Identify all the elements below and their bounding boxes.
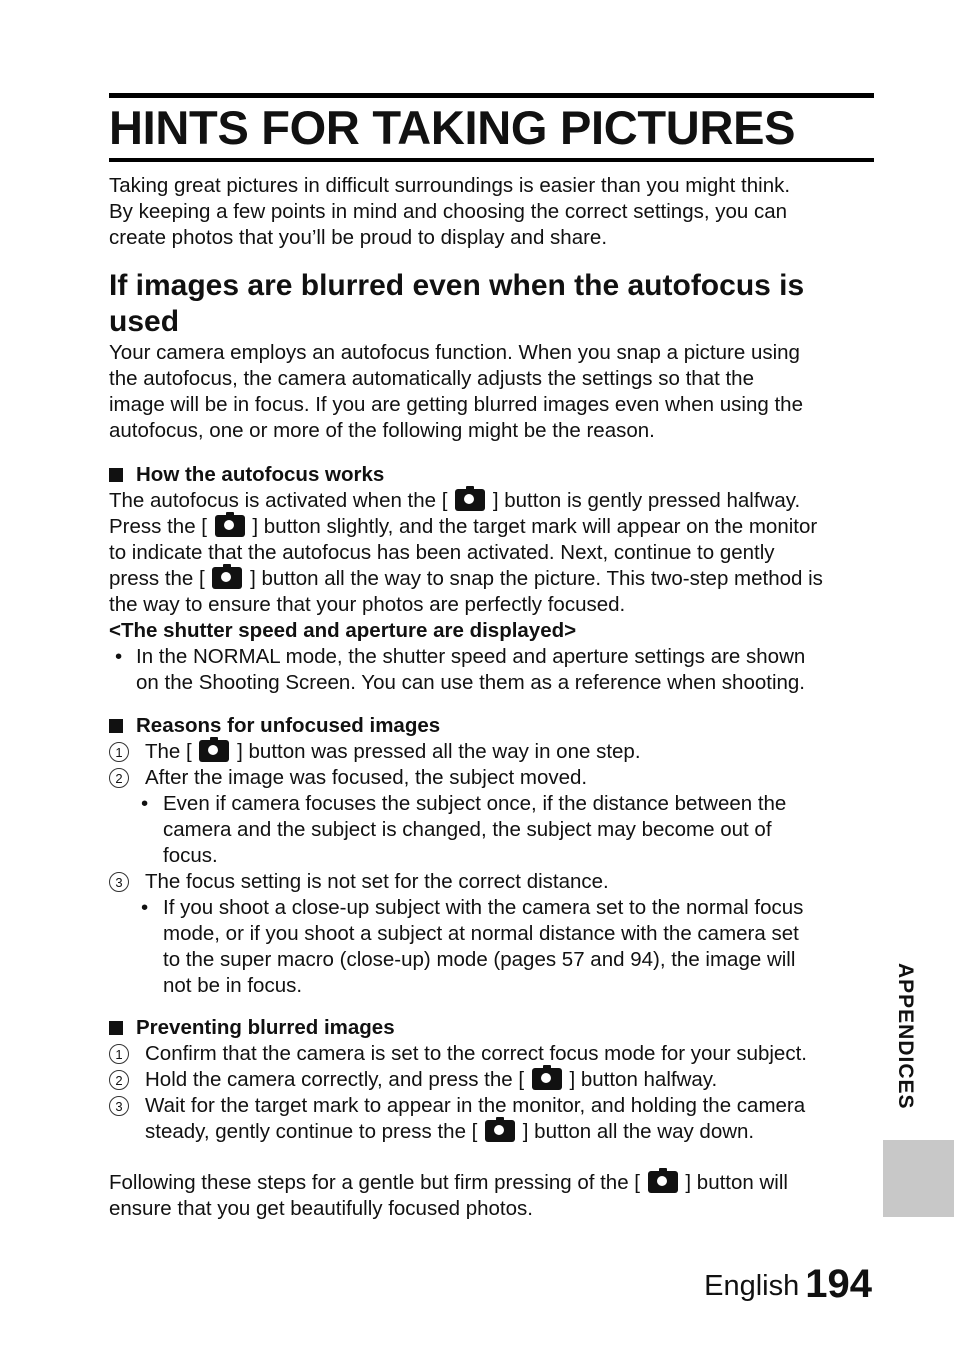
prevent-item xyxy=(109,1041,807,1067)
camera-shutter-icon xyxy=(485,1120,515,1142)
closing-paragraph xyxy=(109,1170,788,1222)
text-span: The [ xyxy=(145,740,192,763)
text-span: ] button all the way to snap the picture. This two-step method is xyxy=(250,567,823,590)
intro-line: By keeping a few points in mind and choosing the correct settings, you can xyxy=(109,200,788,223)
closing-line: ensure that you get beautifully focused photos. xyxy=(109,1197,533,1220)
prevent-text: Wait for the target mark to appear in the monitor, and holding the camera xyxy=(145,1094,806,1117)
reason-sub-item xyxy=(109,895,803,999)
section-body-line: autofocus, one or more of the following might be the reason. xyxy=(109,419,655,442)
camera-shutter-icon xyxy=(648,1171,678,1193)
section-heading-line: If images are blurred even when the autofocus is xyxy=(109,269,805,302)
reasons-heading-text: Reasons for unfocused images xyxy=(136,714,441,737)
camera-shutter-icon xyxy=(215,515,245,537)
text-span: steady, gently continue to press the [ xyxy=(145,1120,478,1143)
how-bullet-item xyxy=(109,644,823,696)
how-heading xyxy=(109,462,823,488)
text-span: Hold the camera correctly, and press the [ xyxy=(145,1068,525,1091)
text-span: ] button is gently pressed halfway. xyxy=(492,489,801,512)
sub-bullet-dot: • xyxy=(141,792,149,815)
reason-text: The focus setting is not set for the correct distance. xyxy=(145,870,609,893)
text-span: ] button was pressed all the way in one step. xyxy=(237,740,641,763)
prevent-item xyxy=(109,1093,807,1145)
intro-line: Taking great pictures in difficult surroundings is easier than you might think. xyxy=(109,174,791,197)
how-heading-text: How the autofocus works xyxy=(136,463,385,486)
prevent-text xyxy=(145,1067,807,1093)
sub-bullet-dot: • xyxy=(141,896,149,919)
preventing-heading xyxy=(109,1015,807,1041)
title-bottom-rule xyxy=(109,158,874,162)
section-heading-line: used xyxy=(109,305,180,338)
reason-sub-line: Even if camera focuses the subject once, if the distance between the xyxy=(163,792,787,815)
circled-number: 2 xyxy=(109,768,129,788)
preventing-blurred xyxy=(109,1015,807,1145)
closing-line xyxy=(109,1170,788,1196)
footer-language: English xyxy=(704,1270,800,1302)
text-span: ] button all the way down. xyxy=(522,1120,755,1143)
how-line: the way to ensure that your photos are perfectly focused. xyxy=(109,593,626,616)
intro-line: create photos that you’ll be proud to display and share. xyxy=(109,226,608,249)
camera-shutter-icon xyxy=(199,740,229,762)
reason-sub-line: If you shoot a close-up subject with the camera set to the normal focus xyxy=(163,896,804,919)
reason-item xyxy=(109,765,803,791)
text-span: Following these steps for a gentle but firm pressing of the [ xyxy=(109,1171,640,1194)
prevent-item xyxy=(109,1067,807,1093)
camera-shutter-icon xyxy=(212,567,242,589)
page-footer xyxy=(704,1262,872,1307)
text-span: Press the [ xyxy=(109,515,207,538)
reason-item xyxy=(109,869,803,895)
square-bullet-icon xyxy=(109,468,123,482)
section-body-line: Your camera employs an autofocus function. When you snap a picture using xyxy=(109,341,800,364)
reasons-heading xyxy=(109,713,803,739)
how-bullet-line: on the Shooting Screen. You can use them as a reference when shooting. xyxy=(136,671,805,694)
chapter-tab-marker xyxy=(883,1140,954,1217)
how-line: to indicate that the autofocus has been activated. Next, continue to gently xyxy=(109,541,775,564)
intro-paragraph xyxy=(109,173,790,251)
bullet-dot: • xyxy=(115,645,123,668)
reasons-unfocused xyxy=(109,713,803,999)
how-line xyxy=(109,566,823,592)
text-span: press the [ xyxy=(109,567,205,590)
reason-sub-line: not be in focus. xyxy=(163,974,303,997)
text-span: ] button slightly, and the target mark will appear on the monitor xyxy=(252,515,818,538)
section-body-line: the autofocus, the camera automatically adjusts the settings so that the xyxy=(109,367,754,390)
circled-number: 3 xyxy=(109,1096,129,1116)
reason-sub-line: camera and the subject is changed, the subject may become out of xyxy=(163,818,772,841)
reason-item xyxy=(109,739,803,765)
circled-number: 1 xyxy=(109,742,129,762)
circled-number: 3 xyxy=(109,872,129,892)
how-line xyxy=(109,488,823,514)
square-bullet-icon xyxy=(109,719,123,733)
how-autofocus-works xyxy=(109,462,823,696)
section-heading xyxy=(109,268,804,340)
section-body xyxy=(109,340,803,444)
reason-sub-line: to the super macro (close-up) mode (pages 57 and 94), the image will xyxy=(163,948,796,971)
appendices-side-label: APPENDICES xyxy=(894,963,917,1110)
prevent-text: Confirm that the camera is set to the correct focus mode for your subject. xyxy=(145,1042,807,1065)
circled-number: 2 xyxy=(109,1070,129,1090)
square-bullet-icon xyxy=(109,1021,123,1035)
camera-shutter-icon xyxy=(455,489,485,511)
reason-sub-line: mode, or if you shoot a subject at normal distance with the camera set xyxy=(163,922,799,945)
camera-shutter-icon xyxy=(532,1068,562,1090)
preventing-heading-text: Preventing blurred images xyxy=(136,1016,395,1039)
reason-sub-item xyxy=(109,791,803,869)
how-line xyxy=(109,514,823,540)
reason-text: After the image was focused, the subject moved. xyxy=(145,766,588,789)
prevent-text xyxy=(145,1119,807,1145)
reason-text xyxy=(145,739,803,765)
page-number: 194 xyxy=(805,1262,872,1306)
how-subheading: <The shutter speed and aperture are displayed> xyxy=(109,619,577,642)
page-title: HINTS FOR TAKING PICTURES xyxy=(109,101,796,154)
reason-sub-line: focus. xyxy=(163,844,218,867)
text-span: ] button halfway. xyxy=(569,1068,718,1091)
section-body-line: image will be in focus. If you are getting blurred images even when using the xyxy=(109,393,803,416)
circled-number: 1 xyxy=(109,1044,129,1064)
text-span: The autofocus is activated when the [ xyxy=(109,489,448,512)
how-bullet-line: In the NORMAL mode, the shutter speed and aperture settings are shown xyxy=(136,645,806,668)
text-span: ] button will xyxy=(685,1171,788,1194)
